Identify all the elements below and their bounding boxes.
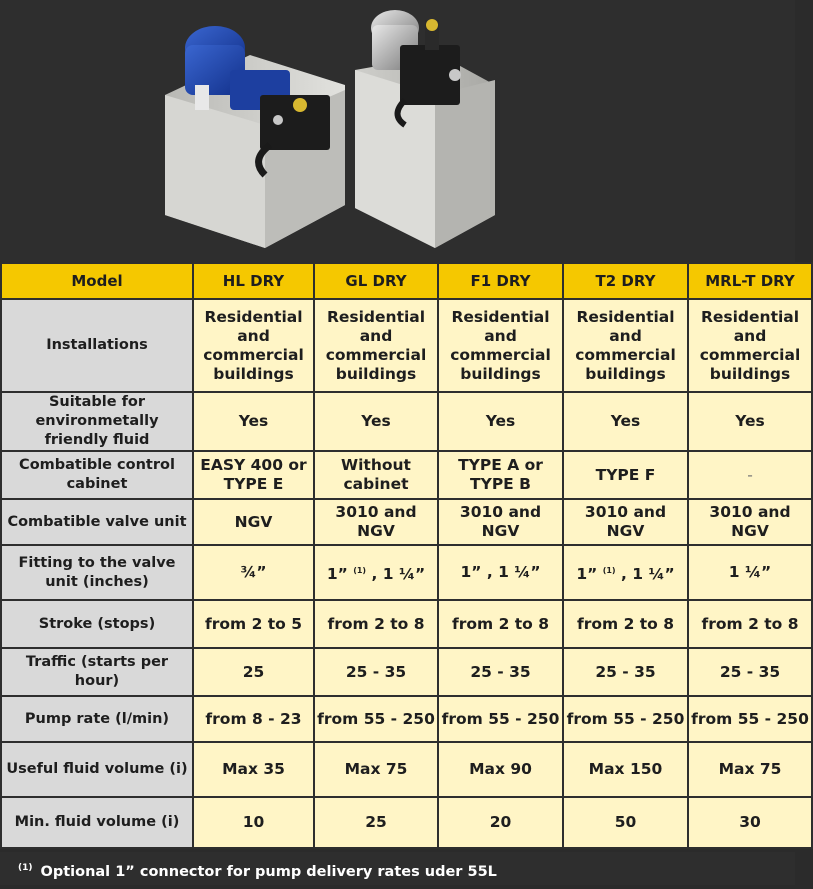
row-label: Useful fluid volume (i) — [1, 742, 193, 797]
table-cell: from 2 to 8 — [563, 600, 688, 648]
table-cell: Residential and commercial buildings — [438, 299, 563, 392]
table-row-valve-unit — [1, 499, 812, 545]
table-cell: 25 - 35 — [563, 648, 688, 696]
table-header-row — [1, 263, 812, 299]
table-cell: TYPE F — [563, 451, 688, 499]
footnote-ref: (1) — [353, 566, 367, 575]
row-label: Stroke (stops) — [1, 600, 193, 648]
footnote — [0, 852, 795, 885]
table-row-pump-rate — [1, 696, 812, 742]
header-cell-gl-dry: GL DRY — [314, 263, 438, 299]
row-label: Fitting to the valve unit (inches) — [1, 545, 193, 600]
product-photo — [0, 0, 795, 262]
table-cell: 50 — [563, 797, 688, 848]
table-cell: from 2 to 8 — [314, 600, 438, 648]
table-cell: NGV — [193, 499, 314, 545]
table-cell: from 55 - 250 — [563, 696, 688, 742]
table-cell: Without cabinet — [314, 451, 438, 499]
table-row-control-cabinet — [1, 451, 812, 499]
table-cell: Residential and commercial buildings — [563, 299, 688, 392]
table-cell: from 55 - 250 — [438, 696, 563, 742]
hydraulic-power-units-illustration — [0, 0, 795, 262]
table-cell: 25 — [193, 648, 314, 696]
table-cell: 1” $^{(1)}$ , 1 ¼” — [563, 545, 688, 600]
row-label: Pump rate (l/min) — [1, 696, 193, 742]
table-cell: Max 150 — [563, 742, 688, 797]
row-label: Installations — [1, 299, 193, 392]
table-cell: 25 - 35 — [688, 648, 812, 696]
table-cell: 3010 and NGV — [688, 499, 812, 545]
table-row-installations — [1, 299, 812, 392]
table-cell: Max 75 — [688, 742, 812, 797]
table-cell: from 2 to 8 — [438, 600, 563, 648]
table-row-traffic — [1, 648, 812, 696]
table-row-useful-volume — [1, 742, 812, 797]
table-cell: Yes — [438, 392, 563, 451]
table-cell: Residential and commercial buildings — [193, 299, 314, 392]
table-cell: Residential and commercial buildings — [314, 299, 438, 392]
header-cell-mrl-t-dry: MRL-T DRY — [688, 263, 812, 299]
footnote-ref: (1) — [602, 566, 616, 575]
table-cell: 20 — [438, 797, 563, 848]
header-cell-model: Model — [1, 263, 193, 299]
table-cell: Yes — [314, 392, 438, 451]
table-cell: 1” , 1 ¼” — [438, 545, 563, 600]
row-label: Suitable for environmetally friendly fluid — [1, 392, 193, 451]
table-cell: 30 — [688, 797, 812, 848]
table-row-min-volume — [1, 797, 812, 848]
table-cell: - — [688, 451, 812, 499]
table-cell: from 55 - 250 — [314, 696, 438, 742]
table-cell: Yes — [688, 392, 812, 451]
table-cell: EASY 400 or TYPE E — [193, 451, 314, 499]
table-cell: Max 75 — [314, 742, 438, 797]
row-label: Combatible control cabinet — [1, 451, 193, 499]
table-cell: Yes — [193, 392, 314, 451]
header-cell-hl-dry: HL DRY — [193, 263, 314, 299]
table-row-fitting — [1, 545, 812, 600]
row-label: Combatible valve unit — [1, 499, 193, 545]
table-cell: 25 - 35 — [314, 648, 438, 696]
table-cell: 3010 and NGV — [438, 499, 563, 545]
table-row-eco-fluid — [1, 392, 812, 451]
footnote-text: Optional 1” connector for pump delivery rates uder 55L — [40, 864, 497, 880]
table-cell: 3010 and NGV — [563, 499, 688, 545]
table-cell: 1 ¼” — [688, 545, 812, 600]
table-cell: from 2 to 8 — [688, 600, 812, 648]
table-cell: from 2 to 5 — [193, 600, 314, 648]
table-cell: Max 35 — [193, 742, 314, 797]
row-label: Min. fluid volume (i) — [1, 797, 193, 848]
header-cell-t2-dry: T2 DRY — [563, 263, 688, 299]
header-cell-f1-dry: F1 DRY — [438, 263, 563, 299]
table-cell: 1” $^{(1)}$ , 1 ¼” — [314, 545, 438, 600]
table-cell: 25 - 35 — [438, 648, 563, 696]
table-cell: Yes — [563, 392, 688, 451]
table-cell: 10 — [193, 797, 314, 848]
table-cell: Max 90 — [438, 742, 563, 797]
table-cell: 3010 and NGV — [314, 499, 438, 545]
table-cell: from 55 - 250 — [688, 696, 812, 742]
table-row-stroke — [1, 600, 812, 648]
specification-table — [0, 262, 813, 849]
footnote-mark: (1) — [18, 863, 33, 873]
row-label: Traffic (starts per hour) — [1, 648, 193, 696]
table-cell: TYPE A or TYPE B — [438, 451, 563, 499]
table-cell: Residential and commercial buildings — [688, 299, 812, 392]
table-cell: 25 — [314, 797, 438, 848]
table-cell: from 8 - 23 — [193, 696, 314, 742]
table-cell: ¾” — [193, 545, 314, 600]
